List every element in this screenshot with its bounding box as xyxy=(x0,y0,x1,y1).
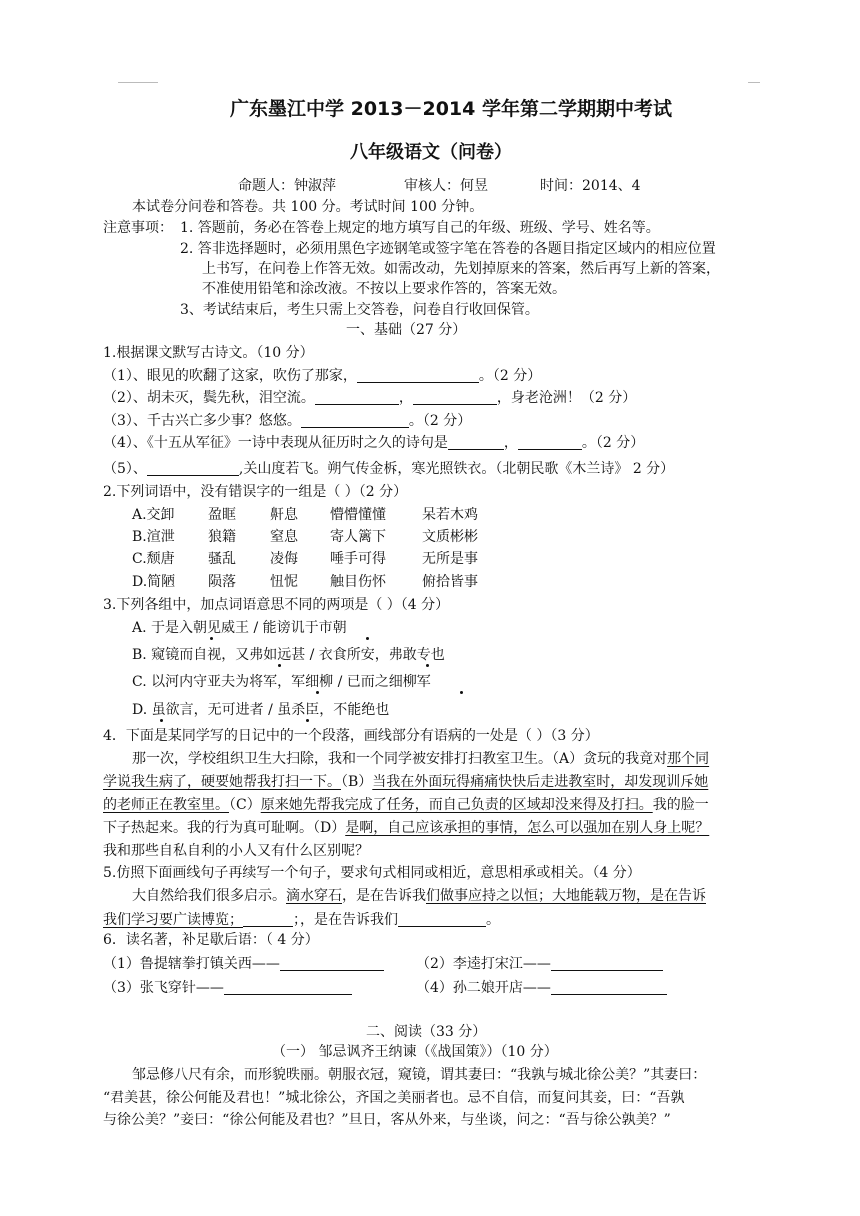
reviewer: 审核人：何昱 xyxy=(404,178,488,194)
q4-line-5: 我和那些自私自利的小人又有什么区别呢？ xyxy=(103,843,369,859)
q6-item-3 xyxy=(103,980,352,995)
q6-item-4-text: （4）孙二娘开店—— xyxy=(416,980,551,996)
header-rule-right xyxy=(748,82,760,83)
q1-5-text: （5）、 xyxy=(103,461,147,477)
q4-marker-b: （B） xyxy=(341,774,373,790)
question-3: 3.下列各组中，加点词语意思不同的两项是（ ）（4 分） xyxy=(103,597,450,613)
q6-item-3-text: （3）张飞穿针—— xyxy=(103,980,224,996)
q2-option-word: 凌侮 xyxy=(270,551,298,567)
q2-option-word: 骚乱 xyxy=(208,551,236,567)
q6-item-2 xyxy=(416,956,663,971)
q1-3-score: 。（2 分） xyxy=(408,413,472,429)
q1-2-blank-1[interactable] xyxy=(315,390,399,405)
q2-option-word: 陨落 xyxy=(208,574,236,590)
q2-option-word: 唾手可得 xyxy=(330,551,386,567)
q6-item-4-blank[interactable] xyxy=(551,980,667,995)
q1-1 xyxy=(103,368,541,383)
q1-3-blank[interactable] xyxy=(301,413,409,428)
q5-line-1 xyxy=(132,889,706,903)
q6-item-3-blank[interactable] xyxy=(224,980,352,995)
q1-4-score: 。（2 分） xyxy=(581,435,645,451)
q2-option-word: 寄人篱下 xyxy=(330,529,386,545)
emphasis-dot xyxy=(210,637,213,640)
q4-line-4 xyxy=(103,821,709,835)
q2-option-word: 忸怩 xyxy=(270,574,298,590)
q3-option-a: A. 于是入朝见威王 / 能谤讥于市朝 xyxy=(132,620,347,636)
exam-subtitle: 八年级语文（问卷） xyxy=(350,142,512,163)
q1-2 xyxy=(103,390,636,405)
emphasis-dot xyxy=(278,664,281,667)
q1-1-blank[interactable] xyxy=(357,368,479,383)
q4-underlined: 是啊，自己应该承担的事情，怎么可以强加在别人身上呢？ xyxy=(345,820,710,836)
q2-option-word: A.交卸 xyxy=(132,507,175,523)
passage-title: （一） 邹忌讽齐王纳谏（《战国策》）（10 分） xyxy=(272,1044,558,1060)
q1-4-text: （4）、《十五从军征》一诗中表现从征历时之久的诗句是 xyxy=(103,435,448,451)
q1-4-comma: ， xyxy=(503,435,518,451)
q1-4-blank-1[interactable] xyxy=(448,435,504,450)
section1-heading: 一、基础（27 分） xyxy=(346,322,467,338)
q2-option-word: 俯拾皆事 xyxy=(422,574,478,590)
question-5: 5.仿照下面画线句子再续写一个句子，要求句式相同或相近，意思相承或相关。（4 分） xyxy=(103,865,641,881)
q2-option-word: 触目伤怀 xyxy=(330,574,386,590)
q5-underlined: 我们学习要广读博览； xyxy=(103,912,243,928)
passage-line-3: 与徐公美？”妾曰：“徐公何能及君也？”旦日，客从外来，与坐谈，问之：“吾与徐公孰美？” xyxy=(103,1112,671,1128)
q4-line-1 xyxy=(132,752,709,766)
q2-option-word: 狼籍 xyxy=(208,529,236,545)
q6-item-2-blank[interactable] xyxy=(551,956,663,971)
notes-label: 注意事项： xyxy=(103,220,173,236)
q4-underlined: 的老师正在教室里。 xyxy=(103,797,229,813)
emphasis-dot xyxy=(366,637,369,640)
emphasis-dot xyxy=(460,691,463,694)
q3-option-b: B. 窥镜而自视，又弗如远甚 / 衣食所安，弗敢专也 xyxy=(132,647,445,663)
q4-marker-c: （C） xyxy=(229,797,261,813)
q2-option-word: 盈眶 xyxy=(208,507,236,523)
q5-text: ，是在告诉我 xyxy=(342,888,426,904)
q2-option-word: 呆若木鸡 xyxy=(422,507,478,523)
q2-option-word: 无所是事 xyxy=(422,551,478,567)
passage-line-1: 邹忌修八尺有余，而形貌昳丽。朝服衣冠，窥镜，谓其妻曰：“我孰与城北徐公美？”其妻曰： xyxy=(132,1067,707,1083)
emphasis-dot xyxy=(306,719,309,722)
note-3: 3、考试结束后，考生只需上交答卷，问卷自行收回保管。 xyxy=(180,302,539,318)
note-2c: 不准使用铅笔和涂改液。不按以上要求作答的，答案无效。 xyxy=(202,281,566,297)
q4-line-2 xyxy=(103,775,708,789)
q2-option-word: C.颓唐 xyxy=(132,551,175,567)
header-rule-left xyxy=(118,82,158,83)
question-1: 1.根据课文默写古诗文。（10 分） xyxy=(103,345,314,361)
q5-text: ，是在告诉我们 xyxy=(300,912,398,928)
passage-line-2: “君美甚，徐公何能及君也！”城北徐公，齐国之美丽者也。忌不自信，而复问其妾，曰：“吾孰 xyxy=(103,1090,685,1106)
q5-text: 大自然给我们很多启示。 xyxy=(132,888,286,904)
q6-item-4 xyxy=(416,980,667,995)
q1-4 xyxy=(103,435,644,450)
q1-2-text: （2）、胡未灭，鬓先秋，泪空流。 xyxy=(103,390,315,406)
note-2b: 上书写，在问卷上作答无效。如需改动，先划掉原来的答案，然后再写上新的答案， xyxy=(202,261,720,277)
q2-option-word: 文质彬彬 xyxy=(422,529,478,545)
q1-4-blank-2[interactable] xyxy=(518,435,582,450)
q1-5-rest: ,关山度若飞。朔气传金柝，寒光照铁衣。（北朝民歌《木兰诗》 2 分） xyxy=(238,461,675,477)
q5-blank-1[interactable] xyxy=(243,912,293,927)
q6-item-1-blank[interactable] xyxy=(280,956,384,971)
q4-text: 那一次，学校组织卫生大扫除，我和一个同学被安排打扫教室卫生。（A）贪玩的我竟对 xyxy=(132,751,668,767)
q4-underlined: 那个同 xyxy=(667,751,710,767)
q2-option-word: 鼾息 xyxy=(270,507,298,523)
q1-2-comma: ， xyxy=(398,390,413,406)
exam-title: 广东墨江中学 2013－2014 学年第二学期期中考试 xyxy=(230,98,672,120)
emphasis-dot xyxy=(160,719,163,722)
intro-line: 本试卷分问卷和答卷。共 100 分。考试时间 100 分钟。 xyxy=(132,199,484,215)
question-4: 4．下面是某同学写的日记中的一个段落，画线部分有语病的一处是（ ）（3 分） xyxy=(103,728,599,744)
note-2a: 2. 答非选择题时，必须用黑色字迹钢笔或签字笔在答卷的各题目指定区域内的相应位置 xyxy=(180,241,716,257)
q4-line-3 xyxy=(103,798,709,812)
q3-option-d: D. 虽欲言，无可进者 / 虽杀臣，不能绝也 xyxy=(132,702,390,718)
q1-1-text: （1）、眼见的吹翻了这家，吹伤了那家， xyxy=(103,368,357,384)
emphasis-dot xyxy=(316,691,319,694)
section2-heading: 二、阅读（33 分） xyxy=(366,1024,487,1040)
q2-option-word: 窒息 xyxy=(270,529,298,545)
q6-item-1 xyxy=(103,956,384,971)
q4-underlined: 学说我生病了，硬要她帮我打扫一下。 xyxy=(103,774,341,790)
emphasis-dot xyxy=(426,664,429,667)
q1-2-blank-2[interactable] xyxy=(413,390,497,405)
setter: 命题人：钟淑萍 xyxy=(238,178,336,194)
q5-semicolon: ； xyxy=(293,912,300,928)
q3-option-c: C. 以河内守亚夫为将军，军细柳 / 已而之细柳军 xyxy=(132,674,431,690)
q2-option-word: 懵懵懂懂 xyxy=(330,507,386,523)
q1-3-text: （3）、千古兴亡多少事？悠悠。 xyxy=(103,413,301,429)
exam-date: 时间：2014、4 xyxy=(540,178,641,194)
q2-option-word: B.渲泄 xyxy=(132,529,175,545)
q5-line-2 xyxy=(103,912,500,927)
q4-underlined: 当我在外面玩得痛痛快快后走进教室时，却发现训斥她 xyxy=(372,774,709,790)
q1-1-score: 。（2 分） xyxy=(478,368,542,384)
q6-item-1-text: （1）鲁提辖拳打镇关西—— xyxy=(103,956,280,972)
q5-period: 。 xyxy=(486,912,500,928)
q4-underlined: 原来她先帮我完成了任务，而自己负责的区域却没来得及打扫。 xyxy=(260,797,653,813)
q5-underlined: 们做事应持之以恒；大地能载万物，是在告诉 xyxy=(426,888,706,904)
q4-text: 我的脸一 xyxy=(652,797,709,813)
q5-underlined: 滴水穿石 xyxy=(286,888,342,904)
q2-option-word: D.简陋 xyxy=(132,574,176,590)
q1-2-score: ，身老沧洲！（2 分） xyxy=(496,390,637,406)
q5-blank-2[interactable] xyxy=(398,912,486,927)
q1-3 xyxy=(103,413,471,428)
q4-text: 下子热起来。我的行为真可耻啊。（D） xyxy=(103,820,346,836)
q6-item-2-text: （2）李逵打宋江—— xyxy=(416,956,551,972)
question-6: 6．读名著，补足歇后语：（ 4 分） xyxy=(103,932,319,948)
question-2: 2.下列词语中，没有错误字的一组是（ ）（2 分） xyxy=(103,484,408,500)
note-1: 1. 答题前，务必在答卷上规定的地方填写自己的年级、班级、学号、姓名等。 xyxy=(180,220,660,236)
q1-5 xyxy=(103,461,674,476)
q1-5-blank[interactable] xyxy=(147,461,239,476)
